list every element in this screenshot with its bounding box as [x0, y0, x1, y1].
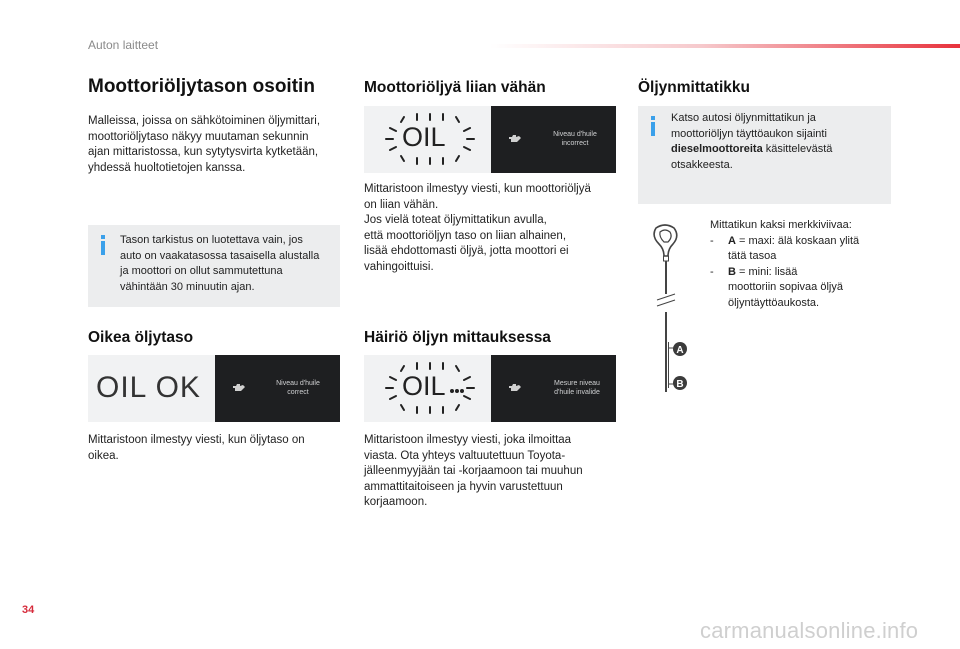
- dipstick-illustration: [640, 222, 700, 402]
- page-title: Moottoriöljytason osoitin: [88, 76, 315, 97]
- section-title-dipstick: Öljynmittatikku: [638, 79, 750, 96]
- header-title: Auton laitteet: [88, 38, 159, 52]
- paragraph-low-oil: Mittaristoon ilmestyy viesti, kun moottoriöljyä on liian vähän. Jos vielä toteat öljymittatikun avulla, että moottoriöljyn taso on liian alhainen, lisää ehdottomasti öljyä, jotta moottori ei vahingoittuisi.: [364, 183, 591, 273]
- page-number: 34: [22, 604, 35, 616]
- section-title-low-oil: Moottoriöljyä liian vähän: [364, 79, 546, 96]
- header-accent-bar: [490, 44, 960, 48]
- display-message: Niveau d'huile incorrect: [553, 131, 597, 147]
- intro-paragraph: Malleissa, joissa on sähkötoiminen öljymittari, moottoriöljytaso näkyy muutaman sekunnin ajan mittaristossa, kun sytytysvirta kytketään, yhdessä huoltotietojen kanssa.: [88, 115, 321, 174]
- display-oil-fault: [364, 355, 616, 422]
- column-oil-level-indicator: [88, 76, 340, 176]
- display-oil-ok: [88, 355, 340, 422]
- info-icon: [101, 235, 105, 255]
- info-note-level-check: Tason tarkistus on luotettava vain, jos auto on vaakatasossa tasaisella alustalla ja moottori on ollut sammutettuna vähintään 30 minuutin ajan.: [88, 225, 340, 307]
- label-b: B: [676, 379, 684, 390]
- section-title-correct-level: Oikea öljytaso: [88, 329, 194, 346]
- list-item: - B = mini: lisää: [710, 265, 798, 278]
- list-intro: Mittatikun kaksi merkkiviivaa:: [710, 219, 852, 231]
- list-item: - A = maxi: älä koskaan ylitä: [710, 234, 860, 247]
- display-message: Niveau d'huile correct: [276, 380, 320, 396]
- oil-ok-label: OIL OK: [96, 371, 201, 404]
- oil-can-icon: [232, 381, 246, 393]
- display-oil-low: [364, 106, 616, 173]
- oil-can-icon: [508, 381, 522, 393]
- display-message: Mesure niveau d'huile invalide: [554, 380, 600, 396]
- caption-correct-level: Mittaristoon ilmestyy viesti, kun öljytaso on oikea.: [88, 434, 305, 462]
- oil-can-icon: [508, 132, 522, 144]
- info-icon: [651, 116, 655, 136]
- paragraph-measurement-fault: Mittaristoon ilmestyy viesti, joka ilmoittaa viasta. Ota yhteys valtuutettuun Toyota- jälleenmyyjään tai -korjaamoon tai muuhun ammattitaitoiseen ja hyvin varustettuun korjaamoon.: [364, 434, 583, 509]
- oil-label: OIL: [402, 371, 446, 401]
- dipstick-marks-list: Mittatikun kaksi merkkiviivaa: - A = maxi: älä koskaan ylitä tätä tasoa - B = mini: lisää moottoriin sopivaa öljyä öljyntäyttöaukosta.: [710, 218, 890, 312]
- info-note-dipstick: Katso autosi öljynmittatikun ja moottoriöljyn täyttöaukon sijainti dieselmoottoreita käsittelevästä otsakkeesta.: [638, 106, 891, 204]
- section-title-measurement-fault: Häiriö öljyn mittauksessa: [364, 329, 551, 346]
- oil-label: OIL: [402, 122, 446, 152]
- watermark: carmanualsonline.info: [700, 618, 919, 643]
- label-a: A: [676, 345, 684, 356]
